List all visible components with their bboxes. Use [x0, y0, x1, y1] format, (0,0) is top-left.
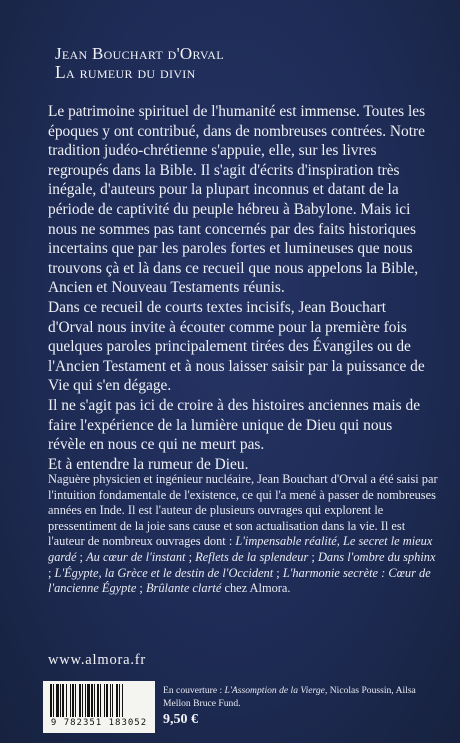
- barcode-bar: [70, 684, 71, 717]
- book-title: La rumeur du divin: [55, 62, 196, 82]
- barcode-bar: [110, 684, 111, 717]
- work-title: Au cœur de l'instant: [86, 549, 186, 564]
- isbn-number: 9 782351 183052: [50, 718, 148, 728]
- barcode-bar: [66, 684, 67, 717]
- barcode-bar: [62, 684, 64, 717]
- blurb: [48, 102, 433, 474]
- credit-prefix: En couverture :: [163, 685, 225, 696]
- barcode-bar: [100, 684, 101, 717]
- isbn-barcode: [43, 681, 155, 733]
- barcode-bar: [91, 684, 93, 717]
- work-title: Reflets de la splendeur: [195, 549, 309, 564]
- barcode-bar: [87, 684, 90, 717]
- credit-rest: , Nicolas Poussin, Ailsa Mellon Bruce Fund.: [163, 685, 416, 709]
- barcode-bar: [82, 684, 83, 717]
- work-title: Dans l'ombre du sphinx: [317, 549, 436, 564]
- barcode-bar: [85, 684, 86, 717]
- barcode-bar: [50, 684, 52, 717]
- work-title: L'impensable réalité,: [235, 534, 340, 549]
- publisher-website[interactable]: www.almora.fr: [48, 652, 147, 668]
- author-name: Jean Bouchart d'Orval: [55, 44, 224, 63]
- cover-credit: [163, 685, 443, 710]
- barcode-bar: [104, 684, 105, 717]
- barcode-bar: [60, 684, 61, 717]
- blurb-paragraph-3: Il ne s'agit pas ici de croire à des histoires anciennes mais de faire l'expérience de la lumière unique de Dieu qui nous révèle en nous ce qui ne meurt pas.: [48, 396, 421, 454]
- barcode-bar: [94, 684, 95, 717]
- barcode-bar: [72, 684, 74, 717]
- barcode-bar: [119, 684, 120, 717]
- bio-outro: chez Almora.: [221, 581, 291, 596]
- barcode-icon: [48, 684, 150, 717]
- blurb-paragraph-2: Dans ce recueil de courts textes incisifs, Jean Bouchart d'Orval nous invite à écouter comme pour la première fois quelques paroles principalement tirées des Évangiles ou de l'Ancien Testament et à nous laisser saisir par la puissance de Vie qui s'en dégage.: [48, 298, 425, 395]
- work-title: L'Égypte, la Grèce et le destin de l'Occident: [54, 565, 274, 580]
- blurb-paragraph-1: Le patrimoine spirituel de l'humanité est immense. Toutes les époques y ont contribué, dans de nombreuses contrées. Notre tradition judéo-chrétienne s'appuie, elle, sur les livres regroupés dans la Bible. Il s'agit d'écrits d'inspiration très inégale, d'auteurs pour la plupart inconnus et datant de la période de captivité du peuple hébreu à Babylone. Mais ici nous ne sommes pas tant concernés par des faits historiques incertains que par les paroles fortes et lumineuses que nous trouvons çà et là dans ce recueil que nous appelons la Bible, Ancien et Nouveau Testaments réunis.: [48, 103, 426, 297]
- barcode-bar: [106, 684, 108, 717]
- barcode-bar: [112, 684, 113, 717]
- barcode-bar: [116, 684, 118, 717]
- work-title: Le secret le mieux gardé: [48, 534, 433, 564]
- barcode-bar: [53, 684, 54, 717]
- barcode-bar: [122, 684, 123, 717]
- credit-artwork: L'Assomption de la Vierge: [224, 685, 325, 696]
- work-title: L'harmonie secrète : Cœur de l'ancienne Égypte: [48, 565, 431, 596]
- bio-intro: Naguère physicien et ingénieur nucléaire, Jean Bouchart d'Orval a été saisi par l'intuition fondamentale de l'existence, ce qui l'a mené à passer de nombreuses années en Inde. Il est l'auteur de plusieurs ouvrages qui explorent le pressentiment de la joie sans cause et son actualisation dans la vie. Il est l'auteur de nombreux ouvrages dont :: [48, 472, 438, 549]
- barcode-bar: [75, 684, 76, 717]
- blurb-paragraph-4: Et à entendre la rumeur de Dieu.: [48, 455, 249, 473]
- author-bio-text: Naguère physicien et ingénieur nucléaire, Jean Bouchart d'Orval a été saisi par l'intuition fondamentale de l'existence, ce qui l'a mené à passer de nombreuses années en Inde. Il est l'auteur de plusieurs ouvrages qui explorent le pressentiment de la joie sans cause et son actualisation dans la vie. Il est l'auteur de nombreux ouvrages dont : L'impensable réalité, Le secret le mieux gardé ; Au cœur de l'instant ; Reflets de la splendeur ; Dans l'ombre du sphinx ; L'Égypte, la Grèce et le destin de l'Occident ; L'harmonie secrète : Cœur de l'ancienne Égypte ; Brûlante clarté chez Almora.: [48, 472, 438, 596]
- price: 9,50 €: [163, 712, 198, 727]
- barcode-bar: [79, 684, 81, 717]
- author-bio: [48, 472, 440, 597]
- barcode-bar: [97, 684, 99, 717]
- work-title: Brûlante clarté: [145, 581, 222, 596]
- barcode-bar: [56, 684, 59, 717]
